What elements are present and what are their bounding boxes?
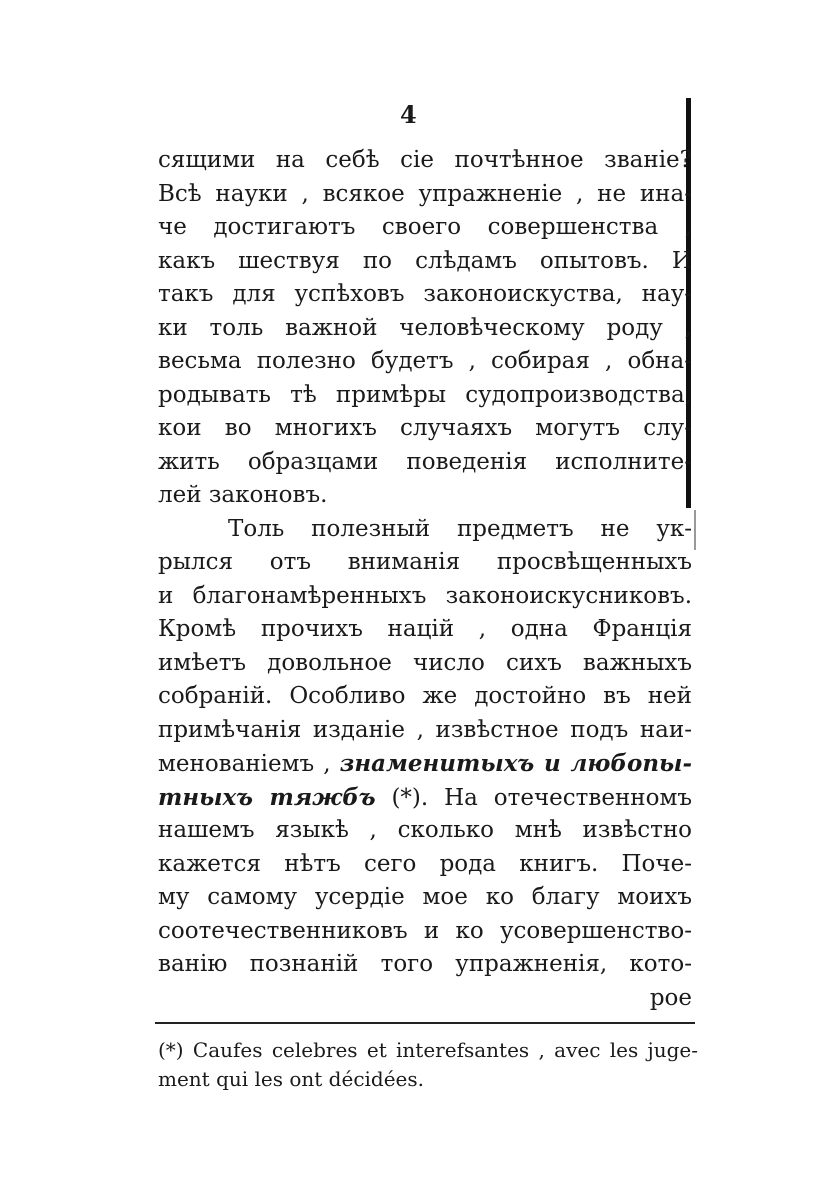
text-line: Толь полезный предметъ не ук-: [228, 515, 692, 542]
text-line: кои во многихъ случаяхъ могутъ слу-: [158, 415, 692, 441]
text-line: сящими на себѣ сіе почтѣнное званіе?: [158, 147, 692, 173]
page-number: 4: [400, 100, 417, 129]
catchword: рое: [649, 984, 692, 1011]
text-line: нашемъ языкѣ , сколько мнѣ извѣстно: [158, 817, 692, 843]
text-line: жить образцами поведенія исполните-: [158, 448, 692, 475]
text-fragment: (*). На отечественномъ: [391, 784, 692, 811]
italic-title: тныхъ тяжбъ: [158, 783, 376, 811]
text-fragment: менованіемъ ,: [158, 751, 331, 777]
text-line: кажется нѣтъ сего рода книгъ. Поче-: [158, 850, 692, 877]
footnote-line: ment qui les ont décidées.: [158, 1067, 425, 1091]
footnote-divider: [155, 1022, 695, 1024]
text-line: [158, 747, 692, 781]
text-line: лей законовъ.: [158, 482, 328, 508]
text-line: ки толь важной человѣческому роду ,: [158, 314, 692, 341]
main-text-block: [158, 144, 692, 1015]
text-line: какъ шествуя по слѣдамъ опытовъ. И: [158, 247, 692, 274]
text-line: собраній. Особливо же достойно въ ней: [158, 683, 692, 709]
binding-edge-mark: [694, 510, 696, 550]
footnote: [158, 1036, 698, 1094]
text-line: такъ для успѣховъ законоискуства, нау-: [158, 281, 692, 307]
text-line: рылся отъ вниманія просвѣщенныхъ: [158, 549, 692, 575]
text-line: родывать тѣ примѣры судопроизводства,: [158, 381, 692, 408]
text-line: Всѣ науки , всякое упражненіе , не ина-: [158, 180, 692, 207]
text-line: че достигаютъ своего совершенства ,: [158, 214, 692, 240]
text-line: [158, 781, 692, 815]
text-line: весьма полезно будетъ , собирая , обна-: [158, 348, 692, 374]
text-line: имѣетъ довольное число сихъ важныхъ: [158, 649, 692, 676]
footnote-line: (*) Caufes celebres et interefsantes , avec les juge-: [158, 1038, 698, 1062]
text-line: примѣчанія изданіе , извѣстное подъ наи-: [158, 716, 692, 743]
text-line: му самому усердіе мое ко благу моихъ: [158, 884, 692, 910]
italic-title: знаменитыхъ и любопы-: [339, 750, 692, 777]
text-line: Кромѣ прочихъ націй , одна Франція: [158, 616, 692, 642]
text-line: ванію познаній того упражненія, кото-: [158, 951, 692, 977]
text-line: и благонамѣренныхъ законоискусниковъ.: [158, 582, 692, 609]
text-line: соотечественниковъ и ко усовершенство-: [158, 917, 692, 944]
